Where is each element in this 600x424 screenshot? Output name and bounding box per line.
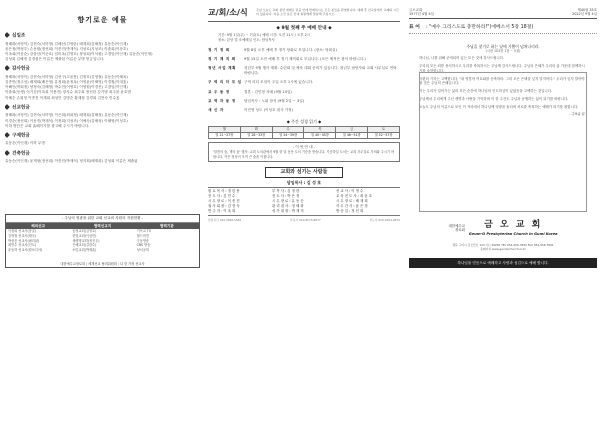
notice-box [208,142,400,162]
homepage-line: 홈페이지 www.geumochurch.or.kr [480,246,526,251]
offering-line: 윤은정(박정우) 손동원(정선희) 이종진(박재석) 지성로(지성조) 이춘희(이상호) [5,46,128,51]
news-item [208,108,400,112]
staff-title: 교회와 섬기는 사람들 [265,167,343,178]
offering-line: 이해인(박희정) 양정숙(김혜영) 박수민(이영호) 이영원(이경진) 고경임(이인재) [5,85,128,90]
issue-date: 2022년 9월 4일 [572,12,597,17]
offering-line: 유동순(이인재) 이하 무명 [5,141,45,146]
mission-cell: 최민수 선교사(인도) [8,243,37,248]
news-title: 교/회/소/식 [208,8,248,17]
contact-left: 담임목사 010-3820-5681 [208,217,242,222]
mission-grid [6,223,199,253]
offering-section-heading [5,33,200,39]
offering-section [5,105,200,129]
reading-range: 열 34~39장 [272,132,304,138]
reading-day: 화 [240,126,272,132]
staff-member: 시 무 장 로 : 유 동 순 [272,198,304,203]
denomination-2: 장로회 [455,228,465,233]
meditation-text [409,56,597,109]
offering-line: 유동순(이인재) 윤재형(정선희) 이종진(박재석) 정지희(배재희) 김성희 이름은 제출됨 [5,159,138,164]
mission-cell: 극동방송 [136,238,149,243]
slogan-bar: 하나님을 믿음으로 예배하고 사랑과 섬김으로 예배 합니다. [409,258,597,268]
meditation-paragraph: 이는 우리가 걸어가는 삶의 모든 순간에 하나님의 인도하심이 있었음을 고백하는 것입니다. [419,89,553,94]
mission-cell: 새생명교회(정진우) [72,238,100,243]
staff-member: 시 무 장 로 : 배 재 희 [336,198,368,203]
meditation-paragraph: 우리의 모든 죄를 용서하시고 우리를 축복하시는 주님께 감사드립니다. 주님의 은혜가 우리의 삶 가운데 함께하시기를 소망합니다. [419,64,585,73]
offering-section [5,33,200,62]
meditation-paragraph: 주님께서 우리에게 주신 생명과 사랑을 기억하며 이 한 주간도 주님과 동행하는 삶이 되기를 바랍니다. [419,96,569,101]
mission-cell: CBS 방송 [136,243,151,248]
mission-cell: 윤동하 선교사(캄보디아) [8,247,43,252]
motto-text: : "예수 그리스도로 충만하라!"(에베소서 5장 18절) [425,24,534,30]
offering-section-heading [5,151,200,157]
mission-cell: 기독교 TV [136,229,152,234]
news-item-label: 구 역 리 더 모 임 [208,80,242,85]
reading-day: 수 [272,126,304,132]
mission-column-header: 협력기관 [135,223,199,230]
offering-line: 정혜화(서영이) 김현숙(서미영) 이은희(최희정) 배재희(김혜정) 유동순(이인재) [5,113,128,118]
offering-section-heading [5,133,200,139]
staff-member: 전 도 사 : 김 민 수 [208,193,236,198]
staff-member: 반 주 자 : 이 옥 희 [208,208,236,213]
offering-section-label: 십일조 [12,33,26,39]
mission-column-header: 해외선교 [6,223,70,230]
meditation-paragraph: 하나님, 나를 위해 준비되어 있는 모든 것에 감사드립니다. [419,56,505,61]
verse-reference: (시편 103장 1절 ~ 5절) [485,49,521,54]
offering-section-label: 건축헌금 [12,151,30,157]
diamond-bullet-icon [5,32,10,38]
diamond-bullet-icon [5,150,10,156]
staff-member: 관 리 집 사 : 정 혜 화 [272,203,304,208]
mission-box-heading: - 주님의 영광을 위한 교회 선교비 지원의 지원현황 - [6,215,199,223]
mission-column-header: 협력선교지 [70,223,134,230]
news-item-text: 이진영 성도 (이성호 집사 가정) [244,108,294,113]
offering-section-label: 감사헌금 [12,66,30,72]
news-item-text: 9월 15일 오전 예배 후 정기 제직회로 모입니다. (모든 제직은 참석 바랍니다.) [244,56,366,61]
offering-section-label: 선교헌금 [12,105,30,111]
mission-box-footer: 대한예수교장로회 / 세계선교 협력위원회 : 다 한 가정 선교사 [60,261,145,266]
staff-member: 시 무 장 로 : 이 종 진 [208,198,240,203]
reading-range: 열 28~33장 [240,132,272,138]
news-item-text: 청년부 9월 행사 계획: 수련회 및 체육 대회 준비가 있습니다. 청년부 담당자와 교회 사무실로 연락 바랍니다. [244,66,397,75]
offering-line: 정혜화(서영이) 김현숙(서미영) 김혜선(김영란) 배재희(김혜정) 유동순(이인재) [5,41,128,46]
offering-section [5,66,200,100]
diamond-bullet-icon [5,66,10,72]
church-short-name: 금오교회 [409,8,423,12]
offering-line: 이혜순 손희정 이종진 이계희 최성민 김명순 황재철 김경희 김현숙 민수홍 [5,95,120,100]
worship-guide-line: 기간: 9월 1일(주) ~ 7일(토) 예배 시간: 오전 11시 / 오후 2시 [218,33,311,38]
reading-day: 월 [209,126,241,132]
offering-line: 김종민(정주성) 배재희(배은영) 유정희(윤정옥) 이영윤(이혜영) 이경철(이대홍) [5,80,128,85]
mission-cell: 이정희 선교사(몽골) [8,229,37,234]
offering-line: 이춘희(동생) 이기순(이옥희 이용진) 장지수 최주희 정선한 김기범 최주을 윤호범 [5,90,131,95]
news-item-text: 9월 8일 오후 예배 후 정기 당회로 모입니다. (장소: 당회실) [244,47,337,52]
news-intro: 주님 오늘도 교회 설립 예배로 믿음 안에 함께하시는 모든 분들을 환영합니다. 예배 후 친교실에서 교제의 시간이 있습니다. 처음 오신 분은 안내 위원에게 말씀해 주십시오. [256,8,399,16]
news-item-text: 담임목사 : 노회 참석 (9월 2일 ~ 3일) [244,98,305,103]
staff-member: 사 무 간 사 : 윤 은 정 [336,203,368,208]
reading-table-title: ◆ 주간 성경 읽기 ◆ [286,118,322,124]
reading-day: 금 [336,126,368,132]
news-item [208,99,400,103]
offering-section-label: 구제헌금 [12,133,30,139]
offering-section-heading [5,105,200,111]
address-line: 경북 구미시 금오산로 123 (우) 39260 TEL 054-456-7890 FAX 054-456-7891 [452,243,554,247]
staff-member: 권 사 회 장 : 김 현 숙 [208,203,240,208]
offering-line: 이옥희(이동순) 강을산(이준호) 임미옥(김영호) 장성희(이석원) 고경임(이인재) 유동순(이인재) [5,51,153,56]
staff-member: 방 송 실 : 정 선 희 [336,208,364,213]
notice-text: '말씀의 숲, 책의 숲' 행사: 교회 도서관에서 9월 한 달 동안 도서 기증을 받습니다. 기증하실 도서는 교회 사무실로 가져와 주시기 바랍니다. 작은 정성이 모여 큰 숲을 이룹니다. [213,150,395,159]
staff-grid [208,187,400,216]
contact-right: 전도사 010-2264-9870 [369,217,400,222]
mission-support-box [5,214,200,268]
worship-guide-line: 장소: 본당 및 소예배실 인도: 담임목사 [218,37,275,42]
news-item-label: 청년 사업 계획 [208,66,237,71]
offering-line: 정혜화(서영이) 김현숙(서미영) 김선구(고윤봉) 김정호(김영철) 유동순(이혜옥) [5,74,128,79]
motto-label: 표 어 [409,24,420,30]
reading-range: 열 46~51장 [336,132,368,138]
reading-day: 토 [368,126,400,132]
mission-cell: 김영철 선교사(태국) [8,233,37,238]
offering-section [5,151,200,165]
staff-member: 성 가 대 장 : 박 재 석 [272,208,304,213]
news-item [208,48,400,52]
contact-mid: 부목사 010-9573-8877 [290,217,321,222]
mission-cell: 소망교회(박재훈) [72,247,97,252]
news-item-label: 교 우 동 정 [208,89,230,94]
offering-line: 김성희 김혜정 김경섭은 이름은 제출된 이름순 무명 헌금입니다. [5,57,105,62]
reading-table [208,126,400,139]
offering-sections [5,33,200,164]
staff-member: 교 육 전 도 사 : 최 윤 호 [336,193,372,198]
offering-section [5,133,200,147]
issue-info [409,8,597,19]
senior-pastor: 담임목사 : 김 성 호 [286,179,322,185]
offerings-title: 향기로운 예물 [77,16,128,24]
news-item-label: 정 기 정 회 [208,47,230,52]
diamond-bullet-icon [5,104,10,110]
news-item [208,57,400,61]
news-item [208,66,400,75]
staff-member: 원 로 목 사 : 정 한 용 [208,188,240,193]
mission-cell: 박성진 선교사(필리핀) [8,238,40,243]
meditation-paragraph: 오늘도 주님의 이름으로 모인 이 자리에서 하나님께 영광을 돌리며 서로를 축복하는 예배가 되기를 원합니다. [419,104,579,109]
church-name-en: Geum-O Presbyterian Church in Gumi Korea [468,231,558,236]
verse-main: 주님을 찾기로 하는 날에 기쁨이 넘쳐나리라. [466,44,540,50]
issue-number: 제40권 35호 [577,8,597,12]
mission-cell: 송정교회(김영호) [72,229,97,234]
meditation-end: - 주보글 끝 - [569,111,587,116]
church-address [409,244,597,251]
staff-member: 부 목 사 : 김 정 한 [272,188,300,193]
staff-member: 선 교 사 : 이 영 수 [336,188,364,193]
news-item-label: 새 신 자 [208,108,224,113]
news-header [208,8,400,22]
motto [409,25,597,34]
meditation-paragraph: 시편의 기자는 고백합니다. "내 영혼아 여호와를 송축하라. 그의 모든 은택을 잊지 말지어다." 우리가 잊지 말아야 할 것은 주님의 은혜입니다. [419,76,585,86]
news-item-label: 교 역 자 동 정 [208,98,236,103]
offering-section-heading [5,66,200,72]
mission-cell: 한빛교회(이성민) [72,233,97,238]
bulletin-sheet [5,8,597,268]
church-brand [409,220,597,236]
worship-guide-title: ◆ 9월 첫째 주 예배 안내 ◆ [276,26,332,32]
staff-member: 전 도 사 : 박 은 정 [272,193,300,198]
reading-values-row [209,132,400,138]
offering-line: 이하 명단은 교회 홈페이지를 참고해 주시기 바랍니다. [5,123,90,128]
cover-column [409,8,597,268]
diamond-bullet-icon [5,132,10,138]
offerings-column [5,8,200,268]
church-name: 금 오 교 회 [484,220,543,230]
reading-range: 열 52~57장 [368,132,400,138]
news-item-text: 구역 리더 모임이 주일 오후 1시에 있습니다. [244,80,314,85]
news-item [208,80,400,84]
news-items [208,48,400,113]
reading-day: 목 [304,126,336,132]
reading-range: 열 21~27장 [209,132,241,138]
contact-footer [208,219,400,223]
mission-cell: 은혜교회(김한수) [72,243,97,248]
offering-line: 이경순(정선희) 이동진(박재석) 이정희(지성조) 이예숙(김혜성) 이혜영(이성호) [5,118,128,123]
news-column [208,8,400,268]
notice-heading: - 이 번 안 내 - [292,144,316,149]
news-item-text: 결혼 : 김민정 자매 (9월 14일) [244,89,292,94]
mission-cell: 성서공회 [136,247,149,252]
news-item-label: 정 기 제 직 회 [208,56,236,61]
news-item [208,90,400,94]
mission-cell: 월드비전 [136,233,149,238]
founding-date: 1977년 4월 4일 [409,12,434,17]
denomination-1: 대한예수교 [448,224,465,229]
reading-range: 열 40~45장 [304,132,336,138]
